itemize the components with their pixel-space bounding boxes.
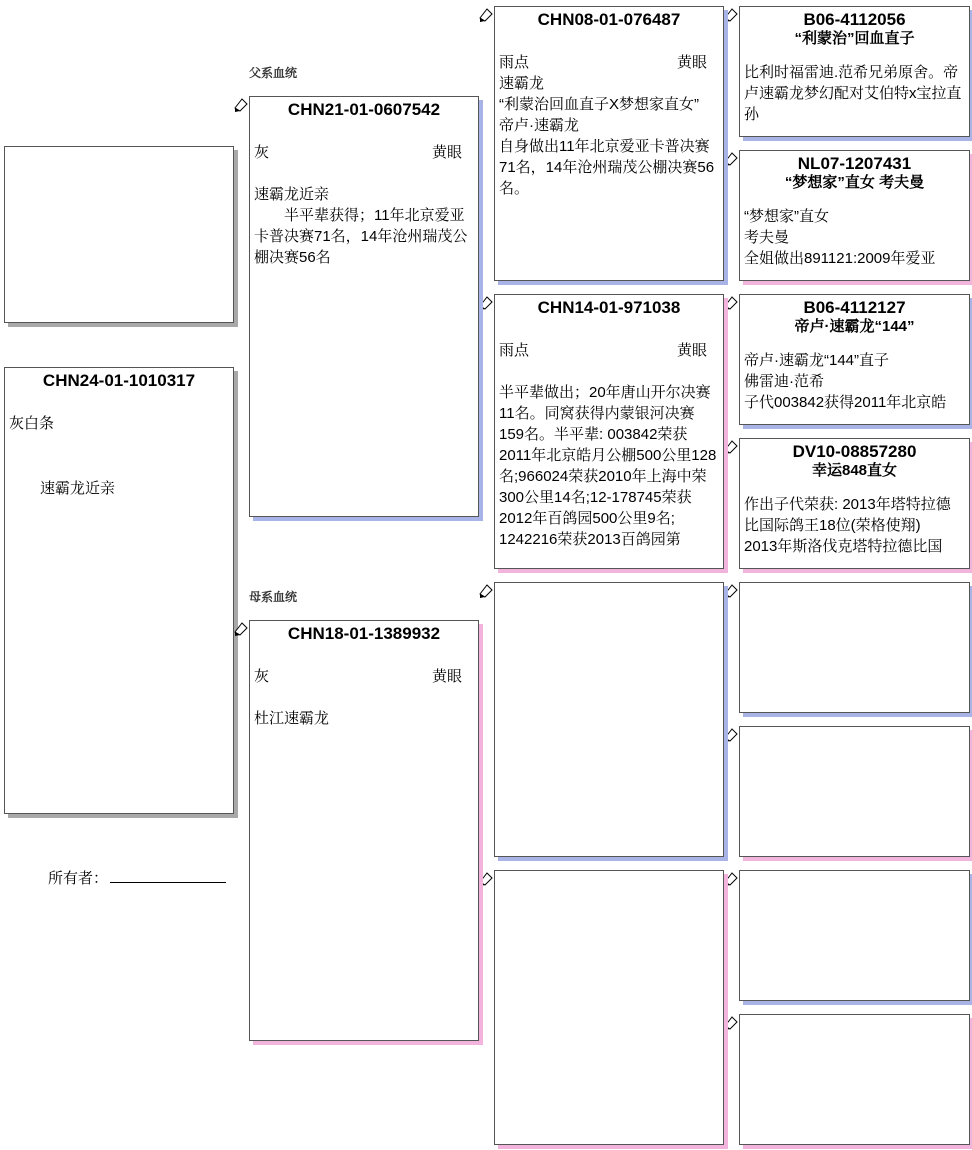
sire-color: 灰 <box>254 144 270 161</box>
dam-dam-dam-card[interactable] <box>739 1014 970 1145</box>
sire-line-label: 父系血统 <box>249 66 298 80</box>
photo-frame[interactable] <box>4 146 234 323</box>
pen-icon[interactable] <box>233 97 249 113</box>
owner-label: 所有者： <box>48 870 109 887</box>
owner-line <box>110 868 226 883</box>
dam-line-label: 母系血统 <box>249 590 298 604</box>
sire-dam-dam-card[interactable] <box>739 438 970 569</box>
sdd-desc: 作出子代荣获: 2013年塔特拉德比国际鸽王18位(荣格使翔) 2013年斯洛伐克塔特拉德比国 <box>744 496 951 555</box>
sds-desc: 帝卢·速霸龙“144”直子 佛雷迪·范希 子代003842获得2011年北京皓 <box>744 352 947 411</box>
sire-sire-card[interactable] <box>494 6 724 281</box>
sds-ring: B06-4112127 <box>803 298 906 317</box>
sire-sire-color: 雨点 <box>499 54 530 71</box>
sdd-name: 幸运848直女 <box>811 462 898 479</box>
sire-eye: 黄眼 <box>431 144 462 161</box>
sire-dam-eye: 黄眼 <box>676 342 707 359</box>
dam-sire-sire-card[interactable] <box>739 582 970 713</box>
sire-sire-sire-card[interactable] <box>739 6 970 137</box>
sire-dam-color: 雨点 <box>499 342 530 359</box>
sire-dam-card[interactable] <box>494 294 724 569</box>
dam-desc: 杜江速霸龙 <box>254 710 330 727</box>
dam-sire-dam-card[interactable] <box>739 726 970 857</box>
sire-sire-desc: 速霸龙 “利蒙治回血直子X梦想家直女” 帝卢·速霸龙 自身做出11年北京爱亚卡普决赛71名，14年沧州瑞茂公棚决赛56名。 <box>499 75 715 197</box>
pen-icon[interactable] <box>478 295 494 311</box>
pen-icon[interactable] <box>723 439 739 455</box>
dam-ring: CHN18-01-1389932 <box>287 624 441 643</box>
sire-dam-sire-card[interactable] <box>739 294 970 425</box>
subject-ring: CHN24-01-1010317 <box>42 371 196 390</box>
ssd-name: “梦想家”直女 考夫曼 <box>784 174 925 191</box>
dam-dam-sire-card[interactable] <box>739 870 970 1001</box>
sss-name: “利蒙治”回血直子 <box>794 30 915 47</box>
pen-icon[interactable] <box>723 1015 739 1031</box>
dam-eye: 黄眼 <box>431 668 462 685</box>
sire-sire-eye: 黄眼 <box>676 54 707 71</box>
pen-icon[interactable] <box>233 621 249 637</box>
pen-icon[interactable] <box>723 871 739 887</box>
sire-dam-desc: 半平辈做出；20年唐山开尔决赛11名。同窝获得内蒙银河决赛159名。半平辈: 003842荣获2011年北京皓月公棚500公里128名;966024荣获2010年上海中荣300公里14名;12-178745荣获2012年百鸽园500公里9名; 1242216荣获2013百鸽园第 <box>499 384 717 548</box>
ssd-ring: NL07-1207431 <box>797 154 912 173</box>
subject-color: 灰白条 <box>9 415 55 432</box>
pen-icon[interactable] <box>723 295 739 311</box>
dam-card[interactable] <box>249 620 479 1041</box>
dam-color: 灰 <box>254 668 270 685</box>
sire-card[interactable] <box>249 96 479 517</box>
sss-desc: 比利时福雷迪.范希兄弟原舍。帝卢速霸龙梦幻配对艾伯特x宝拉直孙 <box>744 64 962 123</box>
sire-ring: CHN21-01-0607542 <box>287 100 441 119</box>
owner-field[interactable] <box>48 867 226 888</box>
pen-icon[interactable] <box>478 7 494 23</box>
pen-icon[interactable] <box>478 583 494 599</box>
dam-sire-card[interactable] <box>494 582 724 857</box>
pen-icon[interactable] <box>723 583 739 599</box>
sire-sire-ring: CHN08-01-076487 <box>537 10 681 29</box>
sdd-ring: DV10-08857280 <box>792 442 917 461</box>
dam-dam-card[interactable] <box>494 870 724 1145</box>
subject-card[interactable] <box>4 367 234 814</box>
sss-ring: B06-4112056 <box>803 10 906 29</box>
pen-icon[interactable] <box>723 7 739 23</box>
sire-dam-ring: CHN14-01-971038 <box>537 298 681 317</box>
pen-icon[interactable] <box>478 871 494 887</box>
sds-name: 帝卢·速霸龙“144” <box>794 318 915 335</box>
ssd-desc: “梦想家”直女 考夫曼 全姐做出891121:2009年爱亚 <box>744 208 936 267</box>
subject-desc: 速霸龙近亲 <box>40 480 116 497</box>
sire-desc: 速霸龙近亲 半平辈获得；11年北京爱亚卡普决赛71名，14年沧州瑞茂公棚决赛56名 <box>254 186 468 266</box>
pen-icon[interactable] <box>723 727 739 743</box>
pen-icon[interactable] <box>723 151 739 167</box>
sire-sire-dam-card[interactable] <box>739 150 970 281</box>
